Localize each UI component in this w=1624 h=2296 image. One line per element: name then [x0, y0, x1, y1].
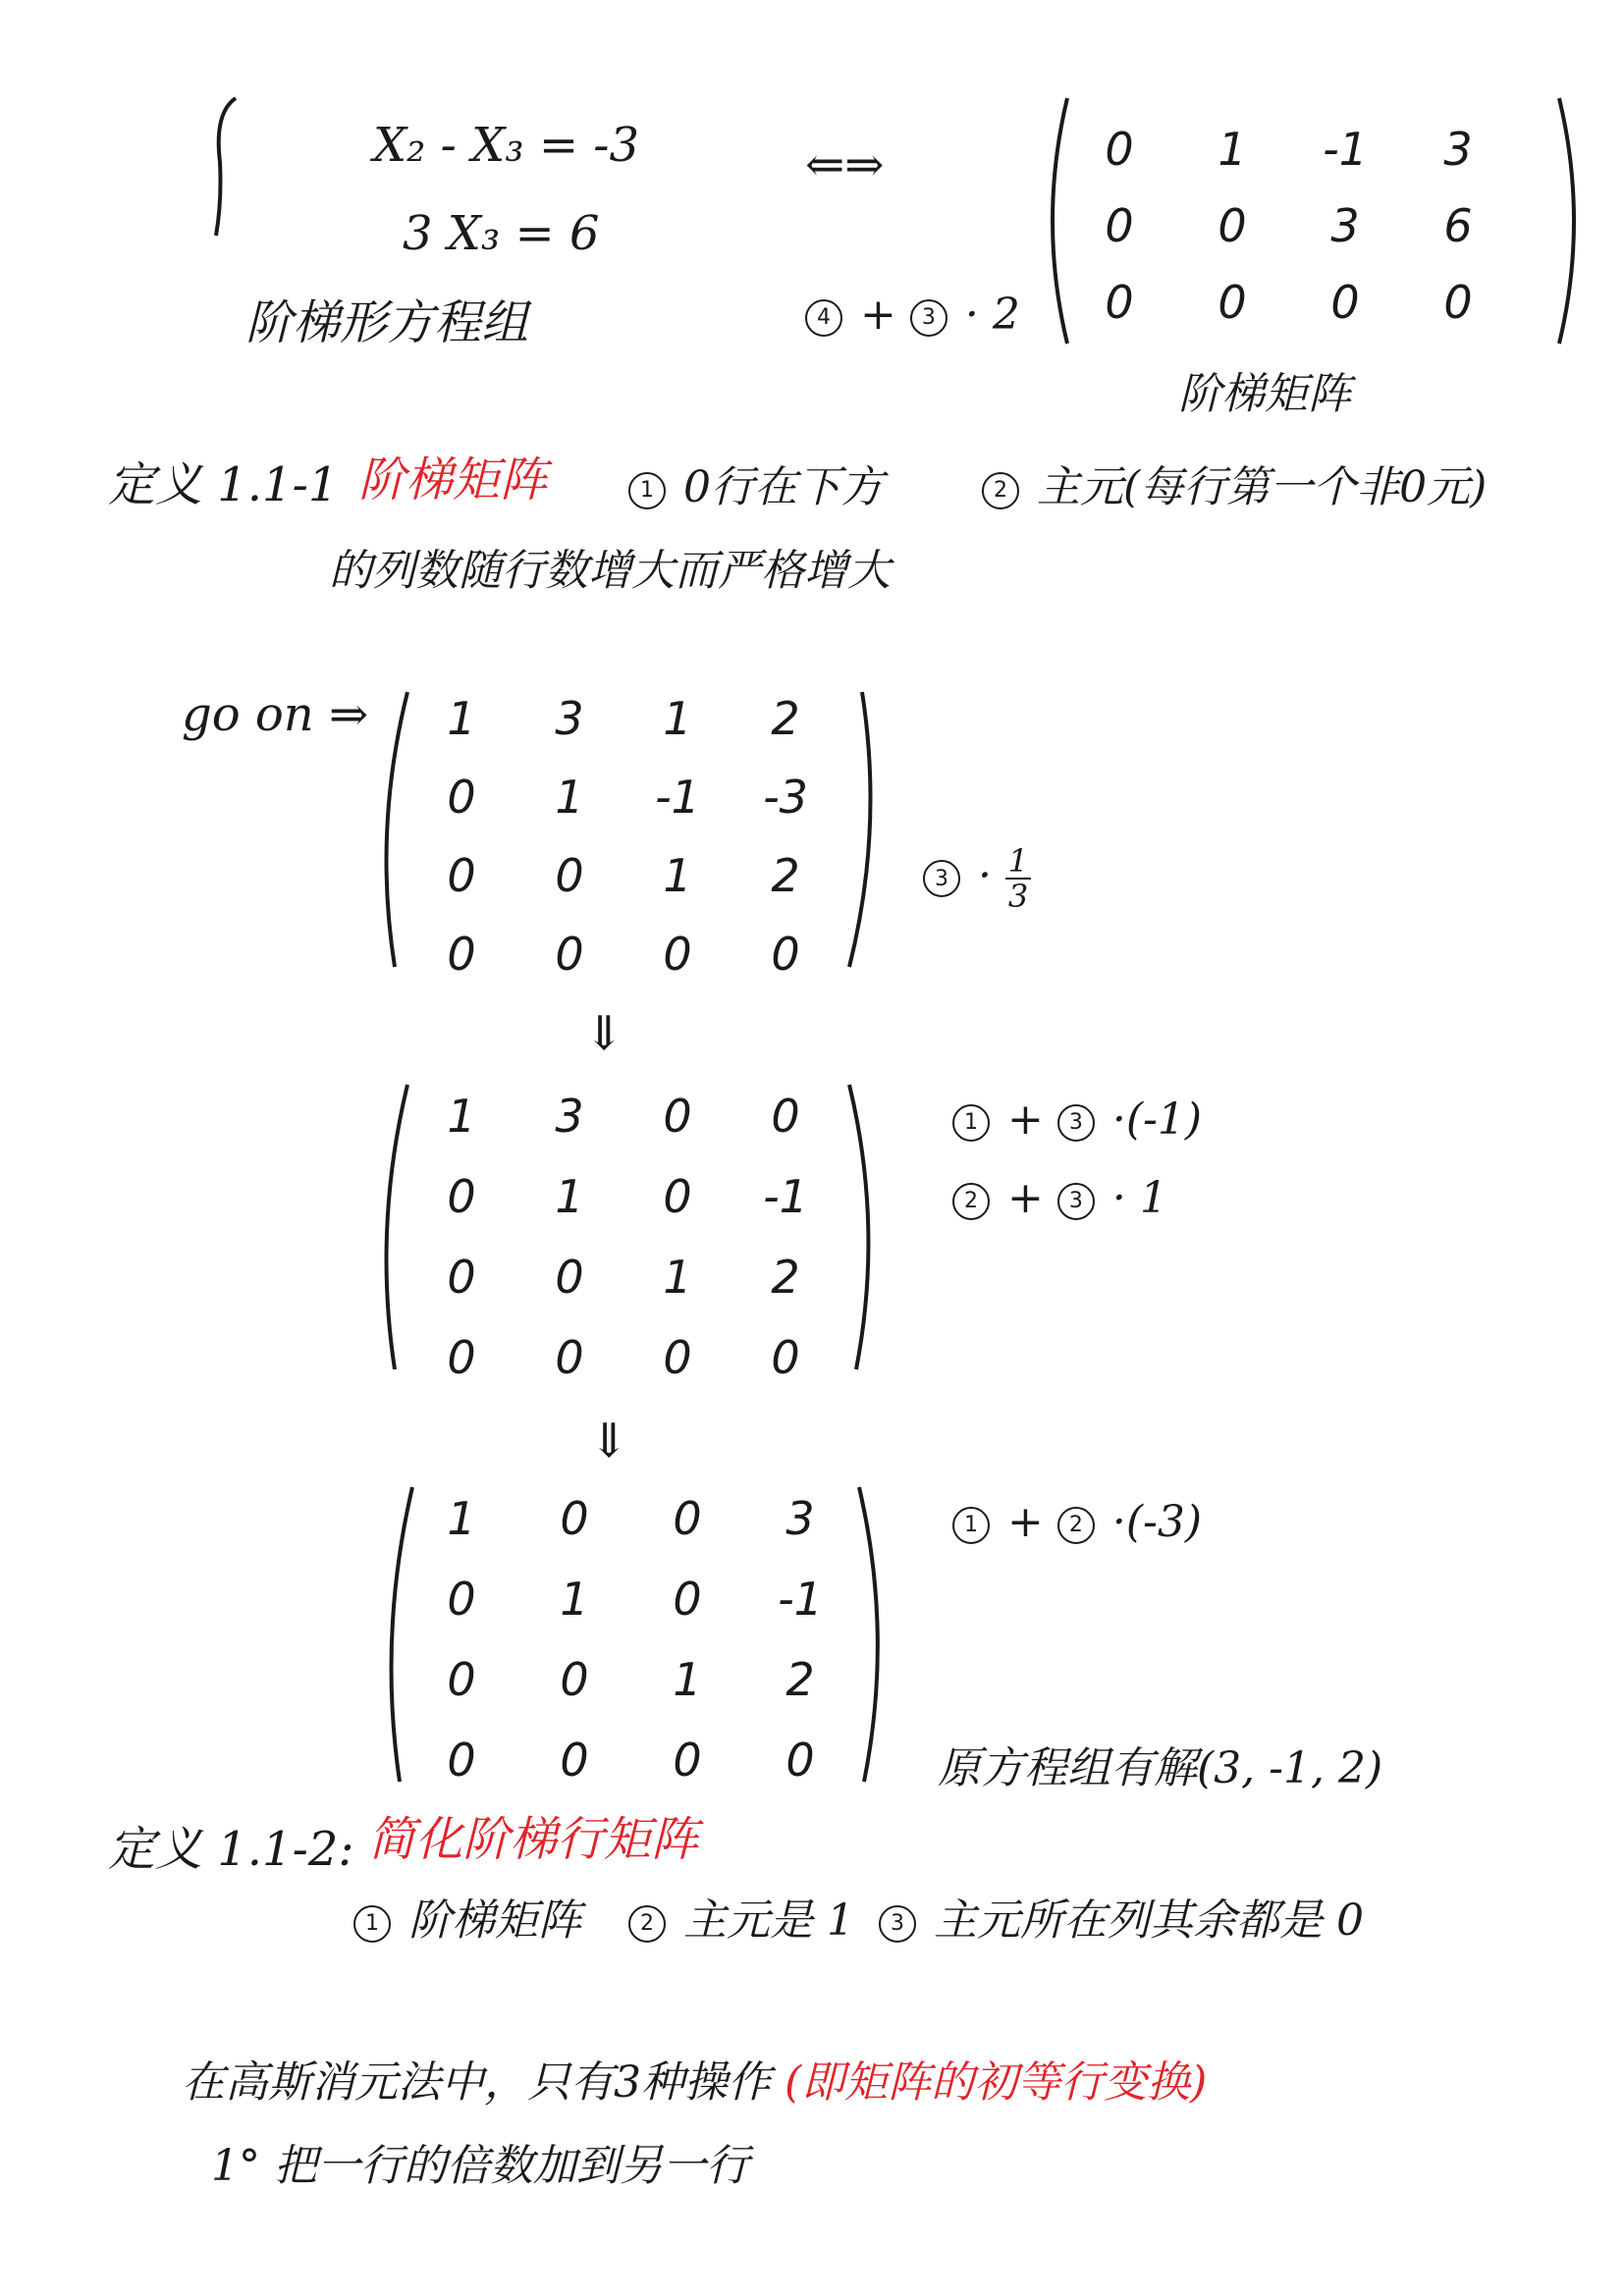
matrix-1-cell-r2c4: -3	[763, 771, 808, 824]
matrix-1-cell-r2c2: 1	[555, 771, 584, 824]
matrix-1-cell-r3c3: 1	[663, 849, 692, 902]
m1-op-circle: 3	[923, 860, 960, 897]
m1-op-fraction	[1005, 844, 1031, 913]
m2-op2-circle-a: 2	[952, 1183, 990, 1220]
def1-rule2-cont: 的列数随行数增大而严格增大	[329, 546, 891, 596]
echelon-matrix-cell-r2c2: 0	[1218, 199, 1247, 252]
solution-text: 原方程组有解(3, -1, 2)	[938, 1743, 1383, 1793]
row-op-plus: +	[860, 290, 910, 340]
def2-rule3-num: 3	[879, 1905, 916, 1943]
m3-op-plus: +	[1007, 1497, 1044, 1547]
matrix-3-cell-r1c1: 1	[447, 1492, 476, 1545]
right-paren-icon	[1551, 93, 1591, 348]
m1-right-paren-icon	[844, 687, 884, 972]
m2-op2-factor: · 1	[1111, 1173, 1167, 1223]
goon-label: go on ⇒	[182, 687, 369, 742]
matrix-2-cell-r1c3: 0	[663, 1090, 692, 1143]
matrix-3-cell-r2c1: 0	[447, 1573, 476, 1626]
matrix-3-cell-r1c2: 0	[560, 1492, 589, 1545]
m1-left-paren-icon	[373, 687, 412, 972]
m2-op1-circle-a: 1	[952, 1104, 990, 1142]
def2-rule1-text: 阶梯矩阵	[408, 1896, 581, 1946]
echelon-matrix-cell-r2c3: 3	[1330, 199, 1360, 252]
left-paren-icon	[1036, 93, 1075, 348]
matrix-3-cell-r4c4: 0	[785, 1734, 815, 1787]
def2-rule2-text: 主元是 1	[683, 1896, 854, 1946]
echelon-matrix-cell-r3c2: 0	[1218, 276, 1247, 329]
matrix-3-cell-r2c4: -1	[778, 1573, 823, 1626]
matrix-2-cell-r3c2: 0	[555, 1251, 584, 1304]
def1-rule1	[628, 452, 884, 514]
matrix-2-cell-r2c1: 0	[447, 1170, 476, 1223]
m2-op1-circle-b: 3	[1057, 1104, 1095, 1142]
def1-rule2	[982, 452, 1487, 514]
equation-2: X₂ - X₃ = -3	[373, 118, 640, 173]
matrix-1-cell-r1c1: 1	[447, 692, 476, 745]
m2-op2	[952, 1173, 1167, 1223]
def1-rule1-num: 1	[628, 472, 666, 509]
matrix-2-cell-r4c4: 0	[771, 1331, 800, 1384]
m1-op-dot: ·	[978, 850, 992, 901]
matrix-2-cell-r2c3: 0	[663, 1170, 692, 1223]
def1-rule1-text: 0行在下方	[683, 462, 884, 512]
m3-op-circle-b: 2	[1057, 1507, 1095, 1544]
matrix-1-cell-r3c4: 2	[771, 849, 800, 902]
m2-right-paren-icon	[844, 1080, 884, 1374]
m2-op1	[952, 1095, 1202, 1145]
gauss-line1-text: 在高斯消元法中，只有3种操作	[182, 2057, 771, 2108]
matrix-3-cell-r4c2: 0	[560, 1734, 589, 1787]
matrix-2-cell-r4c1: 0	[447, 1331, 476, 1384]
matrix-1-cell-r3c2: 0	[555, 849, 584, 902]
gauss-line1	[182, 2047, 1207, 2109]
def1-title: 定义 1.1-1	[108, 457, 339, 512]
matrix-1-cell-r4c1: 0	[447, 928, 476, 981]
m3-right-paren-icon	[854, 1482, 893, 1787]
def2-rule3-text: 主元所在列其余都是 0	[934, 1896, 1364, 1946]
matrix-3-cell-r4c1: 0	[447, 1734, 476, 1787]
left-brace-icon	[206, 93, 245, 240]
m3-op-factor: ·(-3)	[1111, 1497, 1203, 1547]
m1-op	[923, 844, 1031, 913]
m3-op-circle-a: 1	[952, 1507, 990, 1544]
row-op-label	[805, 290, 1020, 340]
matrix-3-cell-r2c2: 1	[560, 1573, 589, 1626]
echelon-matrix-cell-r2c4: 6	[1443, 199, 1473, 252]
matrix-2-cell-r1c4: 0	[771, 1090, 800, 1143]
matrix-3-cell-r3c3: 1	[673, 1653, 702, 1706]
matrix-1-cell-r2c1: 0	[447, 771, 476, 824]
matrix-1-cell-r3c1: 0	[447, 849, 476, 902]
m3-op	[952, 1497, 1202, 1547]
echelon-matrix-cell-r3c4: 0	[1443, 276, 1473, 329]
m2-op1-plus: +	[1007, 1095, 1044, 1145]
def2-title: 定义 1.1-2:	[108, 1822, 354, 1877]
row-op-circle-b: 3	[910, 299, 947, 337]
def2-rule3	[879, 1885, 1364, 1948]
system-label: 阶梯形方程组	[245, 295, 529, 350]
gauss-line1-red: (即矩阵的初等行变换)	[785, 2057, 1208, 2108]
matrix-2-cell-r3c3: 1	[663, 1251, 692, 1304]
def2-rule2	[628, 1885, 854, 1948]
echelon-matrix-cell-r1c3: -1	[1323, 123, 1368, 176]
matrix-2-cell-r4c3: 0	[663, 1331, 692, 1384]
m1-op-denominator: 3	[1005, 878, 1031, 913]
echelon-matrix-cell-r1c2: 1	[1218, 123, 1247, 176]
equation-3: 3 X₃ = 6	[403, 206, 600, 261]
m2-op2-plus: +	[1007, 1173, 1044, 1223]
matrix-1-cell-r4c2: 0	[555, 928, 584, 981]
matrix-label: 阶梯矩阵	[1178, 369, 1351, 419]
matrix-2-cell-r1c1: 1	[447, 1090, 476, 1143]
matrix-3-cell-r3c1: 0	[447, 1653, 476, 1706]
top-system	[0, 0, 1624, 419]
equivalence-arrow: ⇐⇒	[805, 137, 885, 192]
down-arrow-1: ⇓	[584, 1006, 624, 1061]
down-arrow-2: ⇓	[589, 1414, 629, 1468]
matrix-2-cell-r3c1: 0	[447, 1251, 476, 1304]
matrix-1-cell-r2c3: -1	[655, 771, 700, 824]
matrix-1-cell-r4c4: 0	[771, 928, 800, 981]
def2-rule1	[353, 1885, 581, 1948]
m2-left-paren-icon	[373, 1080, 412, 1374]
matrix-3-cell-r4c3: 0	[673, 1734, 702, 1787]
matrix-2-cell-r3c4: 2	[771, 1251, 800, 1304]
matrix-3-cell-r2c3: 0	[673, 1573, 702, 1626]
matrix-2-cell-r2c4: -1	[763, 1170, 808, 1223]
m3-left-paren-icon	[378, 1482, 417, 1787]
matrix-3-cell-r1c3: 0	[673, 1492, 702, 1545]
matrix-3-cell-r3c4: 2	[785, 1653, 815, 1706]
matrix-2-cell-r2c2: 1	[555, 1170, 584, 1223]
m2-op2-circle-b: 3	[1057, 1183, 1095, 1220]
def1-rule2-num: 2	[982, 472, 1019, 509]
matrix-3-cell-r1c4: 3	[785, 1492, 815, 1545]
echelon-matrix-cell-r1c4: 3	[1443, 123, 1473, 176]
matrix-1-cell-r1c3: 1	[663, 692, 692, 745]
def1-name: 阶梯矩阵	[358, 453, 548, 507]
gauss-line2: 1° 把一行的倍数加到另一行	[211, 2141, 749, 2191]
m1-op-numerator: 1	[1007, 842, 1029, 880]
row-op-circle-a: 4	[805, 299, 842, 337]
echelon-matrix-cell-r3c1: 0	[1105, 276, 1134, 329]
def2-rule1-num: 1	[353, 1905, 391, 1943]
matrix-2-cell-r1c2: 3	[555, 1090, 584, 1143]
def1-rule2-text: 主元(每行第一个非0元)	[1037, 462, 1488, 512]
matrix-3-cell-r3c2: 0	[560, 1653, 589, 1706]
matrix-1-cell-r1c2: 3	[555, 692, 584, 745]
def2-rule2-num: 2	[628, 1905, 666, 1943]
row-op-tail: · 2	[964, 290, 1020, 340]
matrix-2-cell-r4c2: 0	[555, 1331, 584, 1384]
echelon-matrix-cell-r2c1: 0	[1105, 199, 1134, 252]
def2-name: 简化阶梯行矩阵	[368, 1812, 699, 1867]
matrix-1-cell-r4c3: 0	[663, 928, 692, 981]
echelon-matrix-cell-r3c3: 0	[1330, 276, 1360, 329]
m2-op1-factor: ·(-1)	[1111, 1095, 1203, 1145]
matrix-1-cell-r1c4: 2	[771, 692, 800, 745]
echelon-matrix-cell-r1c1: 0	[1105, 123, 1134, 176]
